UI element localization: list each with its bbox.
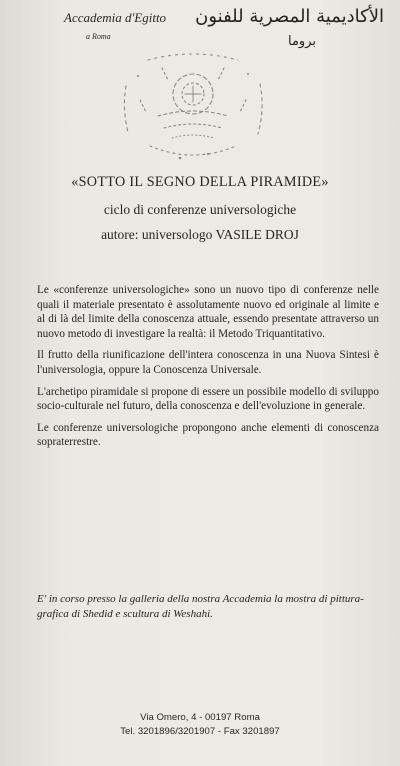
paragraph-universology: Il frutto della riunificazione dell'intera conoscenza in una Nuova Sintesi è l'universologia, oppure la Conoscenza Universale. xyxy=(37,349,379,376)
paragraph-elements: Le conferenze universologiche propongono anche elementi di conoscenza sopraterrestre. xyxy=(37,421,379,449)
exhibition-note: E' in corso presso la galleria della nostra Accademia la mostra di pittura-grafica di Shedid e scultura di Weshahi. xyxy=(37,593,364,620)
academy-city: a Roma xyxy=(86,32,111,41)
academy-city-arabic: بروما xyxy=(288,34,316,49)
event-subtitle: ciclo di conferenze universologiche xyxy=(103,202,297,217)
event-author: autore: universologo VASILE DROJ xyxy=(101,227,299,242)
contact-footer xyxy=(0,711,400,739)
body-text xyxy=(37,283,379,457)
academy-name-arabic: الأكاديمية المصرية للفنون xyxy=(195,6,384,27)
paragraph-archetype: L'archetipo piramidale si propone di essere un possibile modello di sviluppo socio-culturale nel futuro, della conoscenza e dell'evoluzione in generale. xyxy=(37,385,379,413)
academy-name: Accademia d'Egitto xyxy=(64,10,167,25)
phone-fax: Tel. 3201896/3201907 - Fax 3201897 xyxy=(120,726,280,737)
embossed-seal-icon xyxy=(118,46,268,168)
paragraph-intro: Le «conferenze universologiche» sono un nuovo tipo di conferenze nelle quali il materiale presentato è assolutamente nuovo ed originale al limite e al di là del limite della conoscenza attuale, essendo presentate attraverso un nuovo metodo di investigare la realtà: il Metodo Triquantitativo. xyxy=(37,284,379,340)
street-address: Via Omero, 4 - 00197 Roma xyxy=(140,712,260,723)
event-title: «SOTTO IL SEGNO DELLA PIRAMIDE» xyxy=(71,174,329,190)
